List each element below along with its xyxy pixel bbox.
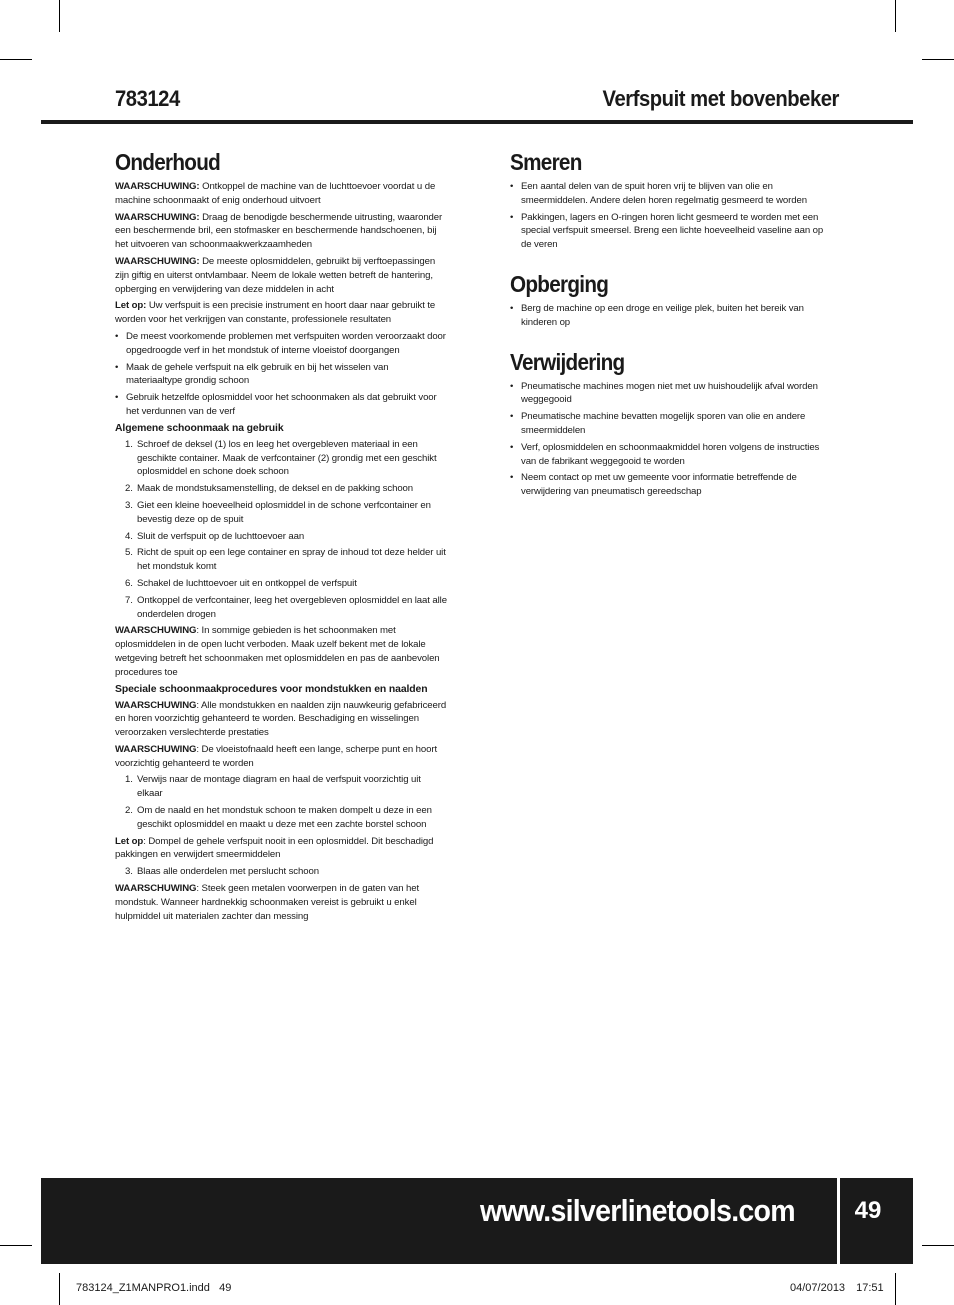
step-text: Verwijs naar de montage diagram en haal de verfspuit voorzichtig uit elkaar	[137, 774, 421, 800]
numbered-list	[115, 773, 447, 831]
list-item: • De meest voorkomende problemen met verfspuiten worden veroorzaakt door opgedroogde verf in het mondstuk of interne vloeistof doorgangen	[115, 330, 447, 358]
list-item: • Een aantal delen van de spuit horen vrij te blijven van olie en smeermiddelen. Andere delen horen regelmatig gesmeerd te worden	[510, 180, 836, 208]
crop-mark	[59, 0, 60, 32]
step-text: Maak de mondstuksamenstelling, de deksel en de pakking schoon	[137, 483, 414, 495]
subheading-special-cleaning: Speciale schoonmaakprocedures voor mondstukken en naalden	[115, 683, 428, 695]
heading-smeren: Smeren	[510, 149, 582, 175]
list-item	[115, 773, 447, 801]
note-label: Let op:	[115, 300, 147, 312]
step-text: Ontkoppel de verfcontainer, leeg het overgebleven oplosmiddel en laat alle onderdelen drogen	[137, 594, 447, 620]
heading-onderhoud: Onderhoud	[115, 149, 221, 175]
warning-paragraph	[115, 180, 447, 208]
list-item: • Berg de machine op een droge en veilige plek, buiten het bereik van kinderen op	[510, 302, 836, 330]
note-paragraph	[115, 835, 447, 863]
warning-paragraph	[115, 882, 447, 923]
crop-mark	[922, 1245, 954, 1246]
warning-text: : In sommige gebieden is het schoonmaken met oplosmiddelen in de open lucht verboden. Maak uzelf bekent met de lokale wetgeving betreft het schoonmaken met oplosmiddelen en pas de aanbevolen procedures toe	[115, 625, 440, 678]
crop-mark	[59, 1273, 60, 1305]
warning-text: : Alle mondstukken en naalden zijn nauwkeurig gefabriceerd en horen voorzichtig gehanteerd te worden. Beschadiging en wisselingen veroorzaken verslechterde prestaties	[115, 699, 447, 739]
warning-paragraph	[115, 255, 447, 296]
warning-text: : De vloeistofnaald heeft een lange, scherpe punt en hoort voorzichtig gehanteerd te worden	[115, 743, 438, 769]
bullet-list	[510, 302, 836, 330]
step-text: Blaas alle onderdelen met perslucht schoon	[137, 866, 319, 878]
list-item	[115, 482, 447, 496]
step-text: Sluit de verfspuit op de luchttoevoer aan	[137, 530, 305, 542]
list-item: • Gebruik hetzelfde oplosmiddel voor het schoonmaken als dat gebruikt voor het verdunnen van de verf	[115, 391, 447, 419]
step-text: Richt de spuit op een lege container en spray de inhoud tot deze helder uit het mondstuk komt	[137, 547, 446, 573]
heading-verwijdering: Verwijdering	[510, 348, 625, 375]
crop-mark	[895, 0, 896, 32]
list-item: • Verf, oplosmiddelen en schoonmaakmiddel horen volgens de instructies van de fabrikant weggegooid te worden	[510, 441, 836, 469]
note-paragraph	[115, 299, 447, 327]
website-url[interactable]: www.silverlinetools.com	[480, 1193, 795, 1228]
list-item	[115, 438, 447, 479]
crop-mark	[0, 59, 32, 60]
step-number: 1.	[125, 774, 133, 786]
heading-opberging: Opberging	[510, 270, 609, 297]
slug-date: 04/07/2013 17:51	[790, 1282, 884, 1294]
page-title: Verfspuit met bovenbeker	[602, 86, 839, 111]
list-item	[115, 530, 447, 544]
warning-text: Draag de benodigde beschermende uitrusting, waaronder een beschermende bril, een stofmasker en beschermende handschoenen, bij het uitvoeren van schoonmaakwerkzaamheden	[115, 211, 443, 251]
note-label: Let op	[115, 835, 144, 847]
warning-label: WAARSCHUWING:	[115, 211, 200, 223]
warning-label: WAARSCHUWING:	[115, 255, 200, 267]
step-number: 2.	[125, 483, 133, 495]
step-number: 5.	[125, 547, 133, 559]
step-text: Giet een kleine hoeveelheid oplosmiddel in de schone verfcontainer en bevestig deze op de spuit	[137, 499, 431, 525]
step-text: Schroef de deksel (1) los en leeg het overgebleven materiaal in een geschikte container. Maak de verfcontainer (2) grondig met een geschikt oplosmiddel en schone doek schoon	[137, 438, 437, 478]
step-number: 4.	[125, 530, 133, 542]
warning-label: WAARSCHUWING	[115, 625, 197, 637]
numbered-list	[115, 438, 447, 622]
list-item	[115, 577, 447, 591]
step-text: Schakel de luchttoevoer uit en ontkoppel de verfspuit	[137, 577, 357, 589]
bullet-list	[510, 180, 836, 252]
warning-label: WAARSCHUWING	[115, 699, 197, 711]
warning-text: : Steek geen metalen voorwerpen in de gaten van het mondstuk. Wanneer hardnekkig schoonmaken vereist is gebruikt u enkel hulpmiddel uit materialen zachter dan messing	[115, 883, 420, 922]
step-number: 3.	[125, 499, 133, 511]
list-item: • Pneumatische machine bevatten mogelijk sporen van olie en andere smeermiddelen	[510, 410, 836, 438]
list-item	[115, 499, 447, 527]
warning-paragraph	[115, 743, 447, 771]
note-text: : Dompel de gehele verfspuit nooit in een oplosmiddel. Dit beschadigd pakkingen en verwijdert smeermiddelen	[115, 835, 434, 861]
slug-filename: 783124_Z1MANPRO1.indd 49	[76, 1282, 232, 1294]
warning-label: WAARSCHUWING:	[115, 181, 200, 192]
step-text: Om de naald en het mondstuk schoon te maken dompelt u deze in een geschikt oplosmiddel en maakt u deze met een zachte borstel schoon	[137, 805, 432, 830]
list-item	[115, 594, 447, 622]
warning-paragraph	[115, 624, 447, 679]
page-header	[115, 86, 839, 116]
list-item	[115, 804, 447, 832]
list-item: • Pakkingen, lagers en O-ringen horen licht gesmeerd te worden met een special verfspuit smeersel. Breng een lichte hoeveelheid vaseline aan op de veren	[510, 211, 836, 252]
warning-text: Ontkoppel de machine van de luchttoevoer voordat u de machine schoonmaakt of enig onderhoud uitvoert	[115, 181, 436, 206]
model-number: 783124	[115, 86, 180, 111]
warning-label: WAARSCHUWING	[115, 883, 197, 895]
warning-label: WAARSCHUWING	[115, 743, 197, 755]
list-item	[115, 865, 447, 879]
note-text: Uw verfspuit is een precisie instrument en hoort daar naar gebruikt te worden voor het verkrijgen van constante, professionele resultaten	[115, 300, 436, 326]
step-number: 7.	[125, 594, 133, 606]
warning-paragraph	[115, 699, 447, 740]
bullet-list	[510, 380, 836, 499]
page-number: 49	[854, 1197, 882, 1224]
crop-mark	[922, 59, 954, 60]
right-column	[510, 148, 836, 502]
crop-mark	[0, 1245, 32, 1246]
warning-text: De meeste oplosmiddelen, gebruikt bij verftoepassingen zijn giftig en uiterst ontvlambaar. Neem de lokale wetten betreft de hantering, opberging en verwijdering van deze middelen in acht	[115, 255, 436, 295]
numbered-list	[115, 865, 447, 879]
header-rule	[41, 120, 913, 124]
step-number: 2.	[125, 805, 133, 817]
bullet-list	[115, 330, 447, 419]
crop-mark	[895, 1273, 896, 1305]
list-item	[115, 546, 447, 574]
subheading-general-cleaning: Algemene schoonmaak na gebruik	[115, 422, 284, 434]
warning-paragraph	[115, 211, 447, 252]
list-item: • Neem contact op met uw gemeente voor informatie betreffende de verwijdering van pneumatisch gereedschap	[510, 471, 836, 499]
list-item: • Maak de gehele verfspuit na elk gebruik en bij het wisselen van materiaaltype grondig schoon	[115, 361, 447, 389]
step-number: 1.	[125, 438, 133, 450]
list-item: • Pneumatische machines mogen niet met uw huishoudelijk afval worden weggegooid	[510, 380, 836, 408]
step-number: 6.	[125, 577, 133, 589]
step-number: 3.	[125, 866, 133, 878]
left-column	[115, 148, 447, 926]
